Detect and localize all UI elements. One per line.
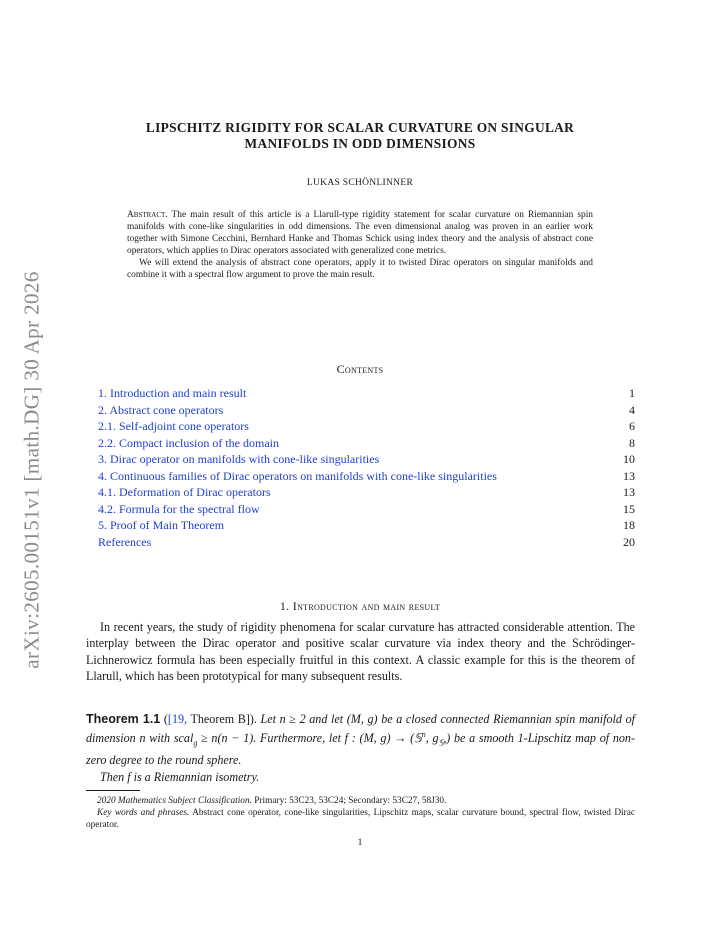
theorem-superscript-n: n <box>421 730 426 740</box>
keywords-text: Abstract cone operator, cone-like singularities, Lipschitz maps, scalar curvature bound, spectral flow, twisted Dirac operator. <box>86 807 635 830</box>
footnote-rule <box>86 790 140 791</box>
toc-page-number: 10 <box>623 452 635 466</box>
abstract-paragraph-1: The main result of this article is a Llarull-type rigidity statement for scalar curvature on Riemannian spin manifolds with cone-like singularities in odd dimensions. The even dimensional analog was proven in an earlier work together with Simone Cecchini, Bernhard Hanke and Thomas Schick using index theory and the analysis of abstract cone operators, which applies to Dirac operators associated with generalized cone metrics. <box>127 210 593 256</box>
toc-entry[interactable] <box>98 385 635 402</box>
toc-link[interactable]: 4. Continuous families of Dirac operators on manifolds with cone-like singularities <box>98 468 497 483</box>
toc-entry[interactable] <box>98 451 635 468</box>
theorem-conclusion: Then f is a Riemannian isometry. <box>100 769 260 784</box>
theorem-label: Theorem 1.1 <box>86 712 161 726</box>
theorem-statement-d: ) be a smooth 1-Lipschitz map of non-zero degree to the round sphere. <box>86 731 636 768</box>
toc-link[interactable]: 5. Proof of Main Theorem <box>98 518 225 532</box>
abstract-paragraph-2: We will extend the analysis of abstract cone operators, apply it to twisted Dirac operators on singular manifolds and combine it with a spectral flow argument to prove the main result. <box>127 258 593 280</box>
toc-entry[interactable] <box>98 418 635 435</box>
toc-link[interactable]: 3. Dirac operator on manifolds with cone-like singularities <box>98 452 380 466</box>
toc-entry[interactable] <box>98 534 635 551</box>
msc-label: 2020 Mathematics Subject Classification. <box>97 796 252 806</box>
citation-link[interactable]: [19, <box>167 712 188 726</box>
arxiv-id-text: arXiv:2605.00151v1 [math.DG] 30 Apr 2026 <box>19 271 44 669</box>
page-number: 1 <box>357 838 363 848</box>
toc-link[interactable]: 4.1. Deformation of Dirac operators <box>98 485 271 499</box>
toc-entry[interactable] <box>98 484 635 501</box>
theorem-subscript-sphere: 𝕊ⁿ <box>438 738 447 748</box>
section-heading: 1. Introduction and main result <box>279 599 441 613</box>
theorem-block <box>86 711 635 785</box>
msc-codes: Primary: 53C23, 53C24; Secondary: 53C27, 58J30. <box>251 796 447 806</box>
author-name: LUKAS SCHÖNLINNER <box>306 178 414 188</box>
toc-page-number: 4 <box>629 402 635 417</box>
toc-link[interactable]: 2.1. Self-adjoint cone operators <box>98 419 249 433</box>
toc-link[interactable]: 2.2. Compact inclusion of the domain <box>98 435 279 450</box>
toc-entry[interactable] <box>98 468 635 485</box>
paper-title <box>90 120 630 152</box>
table-of-contents <box>98 385 635 550</box>
theorem-statement-c: , g <box>425 731 439 746</box>
toc-link[interactable]: 2. Abstract cone operators <box>98 402 224 417</box>
toc-entry[interactable] <box>98 501 635 518</box>
contents-heading: Contents <box>336 362 384 376</box>
title-line-1: LIPSCHITZ RIGIDITY FOR SCALAR CURVATURE ON SINGULAR <box>145 120 575 135</box>
footnotes <box>86 796 635 831</box>
toc-link[interactable]: 4.2. Formula for the spectral flow <box>98 501 260 516</box>
theorem-subscript-g: g <box>193 738 198 748</box>
toc-page-number: 13 <box>623 468 635 483</box>
theorem-cite-open: ( <box>163 712 168 726</box>
toc-entry[interactable] <box>98 435 635 452</box>
toc-page-number: 20 <box>623 534 635 549</box>
abstract-heading: Abstract. <box>127 210 168 220</box>
introduction-body <box>86 619 635 685</box>
abstract <box>127 209 593 281</box>
toc-page-number: 8 <box>629 435 635 450</box>
toc-page-number: 13 <box>623 485 635 499</box>
toc-entry[interactable] <box>98 517 635 534</box>
toc-link[interactable]: 1. Introduction and main result <box>98 386 247 400</box>
keywords-label: Key words and phrases. <box>97 807 190 818</box>
toc-page-number: 18 <box>623 518 635 532</box>
theorem-cite-rest: Theorem B]). <box>187 712 257 726</box>
toc-entry[interactable] <box>98 402 635 419</box>
toc-link[interactable]: References <box>98 534 152 549</box>
toc-page-number: 15 <box>623 501 635 516</box>
theorem-statement-a: Let n ≥ 2 and let (M, g) be a closed connected Riemannian spin manifold of dimension n with scal <box>86 712 635 746</box>
toc-page-number: 6 <box>629 419 635 433</box>
theorem-statement-b: ≥ n(n − 1). Furthermore, let f : (M, g) → (𝕊 <box>197 731 422 746</box>
introduction-paragraph: In recent years, the study of rigidity phenomena for scalar curvature has attracted considerable attention. The interplay between the Dirac operator and positive scalar curvature via index theory and the Schrödinger-Lichnerowicz formula has been especially fruitful in this context. A classic example for this is the theorem of Llarull, which has been prototypical for many subsequent results. <box>86 620 635 684</box>
title-line-2: MANIFOLDS IN ODD DIMENSIONS <box>244 136 476 151</box>
toc-page-number: 1 <box>629 386 635 400</box>
